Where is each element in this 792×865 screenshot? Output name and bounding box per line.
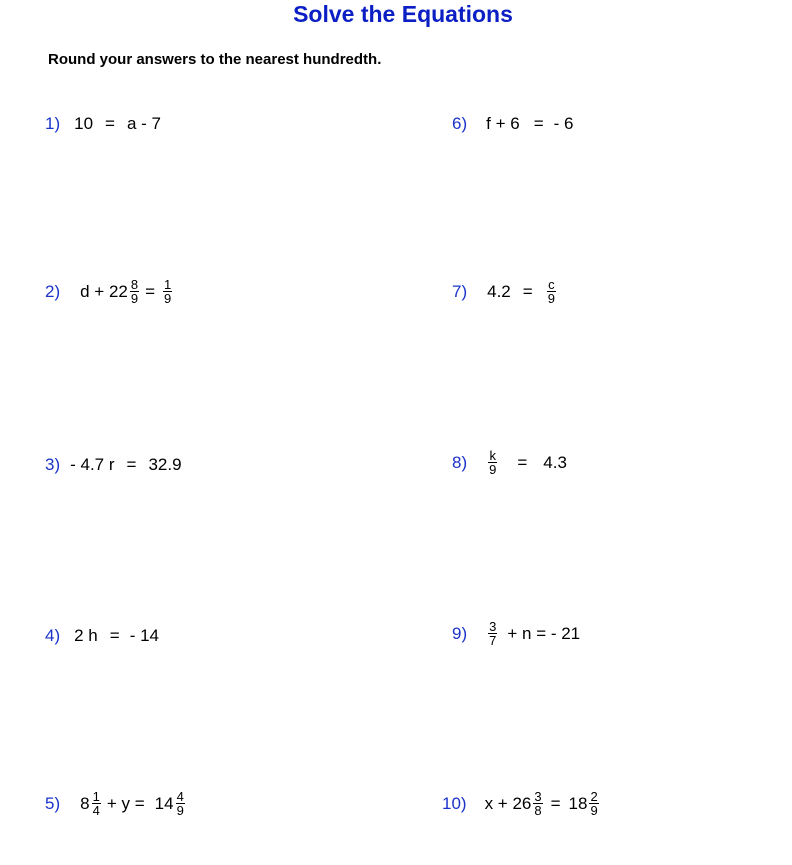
numerator: c — [548, 277, 555, 292]
fraction — [176, 790, 185, 817]
problem-number: 6) — [452, 114, 468, 133]
equation-left: - 4.7 r — [70, 455, 115, 474]
equals-sign: = — [550, 793, 561, 813]
problem-number: 8) — [452, 452, 468, 472]
problem-9 — [452, 620, 580, 647]
denominator: 7 — [489, 633, 497, 648]
fraction — [547, 278, 556, 305]
problem-number: 4) — [45, 626, 61, 645]
equation-right: 32.9 — [148, 455, 182, 474]
numerator: 3 — [534, 789, 542, 804]
numerator: k — [489, 448, 496, 463]
problem-number: 3) — [45, 455, 61, 474]
denominator: 9 — [489, 462, 497, 477]
equation-right: 4.3 — [543, 452, 567, 472]
equation-rest: + n = - 21 — [507, 623, 581, 643]
page-title: Solve the Equations — [293, 1, 513, 27]
equation-right: - 6 — [553, 114, 574, 133]
problem-number: 9) — [452, 623, 468, 643]
numerator: 1 — [92, 789, 100, 804]
equals-sign: = — [145, 281, 156, 301]
fraction — [488, 449, 497, 476]
fraction — [488, 620, 497, 647]
equation-right: - 14 — [129, 626, 159, 645]
numerator: 1 — [164, 277, 172, 292]
problem-number: 2) — [45, 281, 61, 301]
fraction — [589, 790, 598, 817]
problem-8 — [452, 449, 567, 476]
equals-sign: = — [109, 626, 120, 645]
equation-left: 4.2 — [487, 281, 511, 301]
denominator: 9 — [176, 803, 184, 818]
equals-sign: = — [105, 114, 115, 133]
problem-2 — [45, 278, 174, 305]
denominator: 9 — [130, 291, 139, 306]
problem-1 — [45, 114, 161, 134]
denominator: 9 — [164, 291, 172, 306]
equals-sign: = — [533, 114, 544, 133]
equals-sign: = — [126, 455, 137, 474]
fraction — [130, 278, 139, 305]
numerator: 8 — [130, 277, 139, 292]
denominator: 8 — [534, 803, 542, 818]
denominator: 9 — [590, 803, 598, 818]
problem-10 — [442, 790, 601, 817]
equals-sign: = — [522, 281, 533, 301]
equation-right: a - 7 — [126, 114, 162, 133]
fraction — [533, 790, 542, 817]
problem-7 — [452, 278, 558, 305]
whole-number: 18 — [568, 793, 588, 813]
equation-left: x + 26 — [484, 793, 532, 813]
denominator: 9 — [547, 291, 555, 306]
equals-sign: = — [517, 452, 528, 472]
numerator: 2 — [590, 789, 598, 804]
problem-4 — [45, 626, 159, 646]
equation-middle: + y = — [106, 793, 145, 813]
whole-number: 8 — [80, 793, 90, 813]
problem-number: 1) — [45, 114, 61, 133]
problem-3 — [45, 455, 182, 475]
denominator: 4 — [92, 803, 100, 818]
problem-number: 5) — [45, 793, 61, 813]
equation-left: f + 6 — [486, 114, 520, 133]
fraction — [163, 278, 172, 305]
whole-number: 14 — [154, 793, 174, 813]
numerator: 3 — [489, 619, 497, 634]
problem-number: 10) — [442, 793, 467, 813]
instructions: Round your answers to the nearest hundredth. — [48, 51, 382, 68]
problem-5 — [45, 790, 187, 817]
equation-left: 10 — [74, 114, 94, 133]
equation-left: 2 h — [74, 626, 98, 645]
numerator: 4 — [176, 789, 184, 804]
problem-number: 7) — [452, 281, 468, 301]
equation-left: d + 22 — [80, 281, 128, 301]
problem-6 — [452, 114, 573, 134]
fraction — [92, 790, 101, 817]
